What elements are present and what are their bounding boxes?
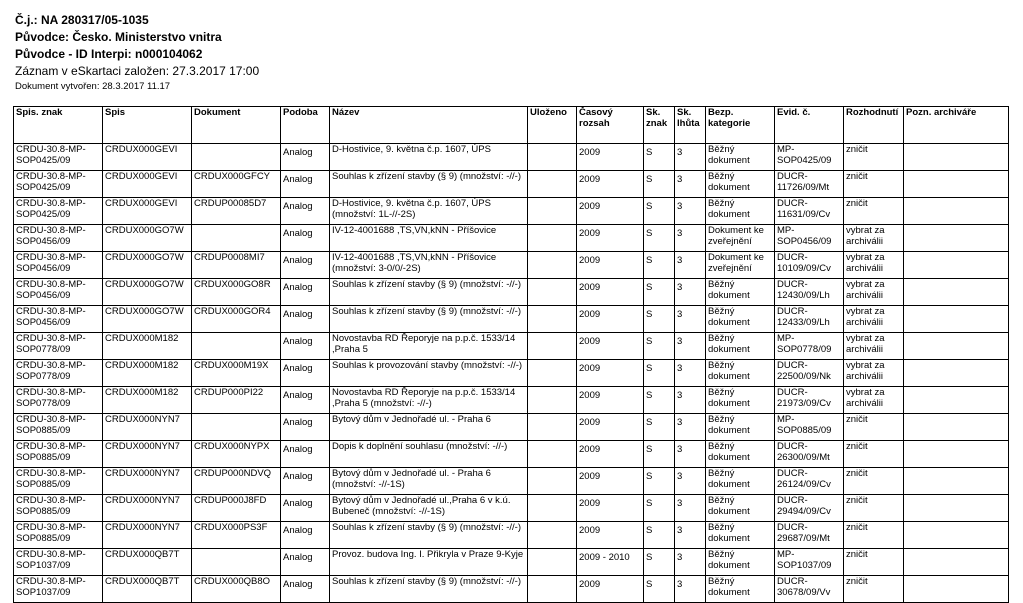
table-cell: CRDUX000GO8R — [192, 279, 281, 306]
table-cell: Souhlas k provozování stavby (množství: -//-) — [330, 360, 528, 387]
column-header: Rozhodnutí — [844, 107, 904, 144]
table-cell: 3 — [675, 468, 706, 495]
document-created: Dokument vytvořen: 28.3.2017 11.17 — [15, 81, 171, 92]
table-cell: CRDU-30.8-MP-SOP1037/09 — [14, 549, 103, 576]
table-cell: S — [644, 306, 675, 333]
table-cell — [528, 549, 577, 576]
table-cell: CRDUX000M19X — [192, 360, 281, 387]
table-cell — [904, 522, 1009, 549]
table-cell: vybrat za archiválii — [844, 225, 904, 252]
table-cell: CRDUX000M182 — [103, 360, 192, 387]
table-cell: IV-12-4001688 ,TS,VN,kNN - Příšovice (množství: 3-0/0/-2S) — [330, 252, 528, 279]
table-cell: 3 — [675, 549, 706, 576]
table-cell: Analog — [281, 198, 330, 225]
table-cell: vybrat za archiválii — [844, 252, 904, 279]
table-cell: Bytový dům v Jednořadé ul.,Praha 6 v k.ú. Bubeneč (množství: -//-1S) — [330, 495, 528, 522]
table-row — [14, 225, 1009, 252]
table-cell — [528, 576, 577, 603]
column-header: Sk. znak — [644, 107, 675, 144]
table-cell: CRDU-30.8-MP-SOP0778/09 — [14, 360, 103, 387]
table-cell: CRDUX000NYN7 — [103, 522, 192, 549]
table-cell: zničit — [844, 198, 904, 225]
table-cell: Běžný dokument — [706, 549, 775, 576]
table-cell: DUCR-10109/09/Cv — [775, 252, 844, 279]
table-cell: Běžný dokument — [706, 522, 775, 549]
table-cell: Souhlas k zřízení stavby (§ 9) (množství: -//-) — [330, 576, 528, 603]
table-cell: CRDU-30.8-MP-SOP0425/09 — [14, 198, 103, 225]
table-cell — [904, 495, 1009, 522]
table-cell: DUCR-22500/09/Nk — [775, 360, 844, 387]
table-header-row — [14, 107, 1009, 144]
table-body — [14, 144, 1009, 603]
table-cell: 2009 — [577, 387, 644, 414]
table-cell — [904, 549, 1009, 576]
column-header: Pozn. archiváře — [904, 107, 1009, 144]
table-cell: 2009 — [577, 144, 644, 171]
table-row — [14, 360, 1009, 387]
table-cell — [528, 171, 577, 198]
table-cell: S — [644, 441, 675, 468]
table-cell — [192, 549, 281, 576]
table-cell: CRDU-30.8-MP-SOP0885/09 — [14, 495, 103, 522]
table-cell: Analog — [281, 387, 330, 414]
table-cell: 2009 — [577, 360, 644, 387]
originator: Původce: Česko. Ministerstvo vnitra — [15, 30, 222, 44]
table-cell: CRDUP000PI22 — [192, 387, 281, 414]
table-cell — [528, 468, 577, 495]
table-cell: Analog — [281, 441, 330, 468]
table-cell: 3 — [675, 198, 706, 225]
table-cell — [904, 468, 1009, 495]
table-cell: zničit — [844, 576, 904, 603]
table-cell: DUCR-29494/09/Cv — [775, 495, 844, 522]
table-cell: Běžný dokument — [706, 279, 775, 306]
table-cell: MP-SOP1037/09 — [775, 549, 844, 576]
table-cell: S — [644, 414, 675, 441]
table-cell: CRDUX000NYN7 — [103, 495, 192, 522]
table-cell: 3 — [675, 333, 706, 360]
table-cell — [528, 441, 577, 468]
table-cell: 3 — [675, 171, 706, 198]
table-cell: Běžný dokument — [706, 387, 775, 414]
records-table — [13, 106, 1009, 603]
table-cell: Dokument ke zveřejnění — [706, 252, 775, 279]
table-row — [14, 279, 1009, 306]
table-cell: CRDUP0008MI7 — [192, 252, 281, 279]
table-cell: CRDU-30.8-MP-SOP0456/09 — [14, 279, 103, 306]
table-cell — [904, 414, 1009, 441]
table-cell: CRDUX000M182 — [103, 387, 192, 414]
table-cell: 2009 - 2010 — [577, 549, 644, 576]
table-cell: CRDUP000NDVQ — [192, 468, 281, 495]
table-cell: 2009 — [577, 414, 644, 441]
table-cell: vybrat za archiválii — [844, 333, 904, 360]
table-cell: DUCR-12430/09/Lh — [775, 279, 844, 306]
table-cell: CRDU-30.8-MP-SOP0885/09 — [14, 414, 103, 441]
table-cell: Analog — [281, 522, 330, 549]
table-cell: S — [644, 198, 675, 225]
table-cell: MP-SOP0778/09 — [775, 333, 844, 360]
table-cell: CRDU-30.8-MP-SOP0778/09 — [14, 387, 103, 414]
table-cell: zničit — [844, 495, 904, 522]
table-cell: 2009 — [577, 252, 644, 279]
table-cell: S — [644, 279, 675, 306]
table-cell: CRDUX000NYN7 — [103, 414, 192, 441]
table-cell — [528, 198, 577, 225]
table-cell: DUCR-21973/09/Cv — [775, 387, 844, 414]
table-cell: Analog — [281, 333, 330, 360]
table-cell: S — [644, 252, 675, 279]
table-cell: Analog — [281, 279, 330, 306]
table-cell — [904, 198, 1009, 225]
table-row — [14, 252, 1009, 279]
table-cell: S — [644, 576, 675, 603]
table-cell — [528, 225, 577, 252]
table-cell: S — [644, 360, 675, 387]
table-cell — [904, 252, 1009, 279]
table-cell: MP-SOP0885/09 — [775, 414, 844, 441]
table-cell: CRDUX000NYN7 — [103, 441, 192, 468]
table-cell — [192, 225, 281, 252]
table-cell: Běžný dokument — [706, 576, 775, 603]
column-header: Spis — [103, 107, 192, 144]
table-cell: 2009 — [577, 441, 644, 468]
table-cell: Běžný dokument — [706, 495, 775, 522]
table-cell: 2009 — [577, 198, 644, 225]
table-row — [14, 522, 1009, 549]
table-cell: S — [644, 171, 675, 198]
table-cell: CRDUX000GEVI — [103, 144, 192, 171]
table-cell: D-Hostivice, 9. května č.p. 1607, ÚPS — [330, 144, 528, 171]
table-cell: Analog — [281, 414, 330, 441]
table-cell: zničit — [844, 468, 904, 495]
column-header: Evid. č. — [775, 107, 844, 144]
table-cell: 3 — [675, 225, 706, 252]
table-cell: DUCR-29687/09/Mt — [775, 522, 844, 549]
table-cell: 2009 — [577, 306, 644, 333]
table-cell: DUCR-11631/09/Cv — [775, 198, 844, 225]
table-row — [14, 549, 1009, 576]
table-cell: CRDUX000M182 — [103, 333, 192, 360]
table-cell: CRDU-30.8-MP-SOP0456/09 — [14, 306, 103, 333]
table-cell — [528, 360, 577, 387]
column-header: Sk. lhůta — [675, 107, 706, 144]
table-cell: Bytový dům v Jednořadé ul. - Praha 6 — [330, 414, 528, 441]
table-cell: zničit — [844, 522, 904, 549]
table-row — [14, 441, 1009, 468]
table-cell — [904, 333, 1009, 360]
table-cell: S — [644, 333, 675, 360]
table-cell: Běžný dokument — [706, 198, 775, 225]
table-cell: DUCR-26300/09/Mt — [775, 441, 844, 468]
table-cell: Novostavba RD Řeporyje na p.p.č. 1533/14 ,Praha 5 — [330, 333, 528, 360]
table-cell: S — [644, 387, 675, 414]
table-cell: CRDUX000PS3F — [192, 522, 281, 549]
table-cell: Analog — [281, 576, 330, 603]
table-cell: 2009 — [577, 171, 644, 198]
table-cell: CRDUX000GO7W — [103, 306, 192, 333]
table-cell: CRDU-30.8-MP-SOP0885/09 — [14, 468, 103, 495]
table-cell: Běžný dokument — [706, 144, 775, 171]
table-cell: 2009 — [577, 279, 644, 306]
table-cell: Běžný dokument — [706, 360, 775, 387]
table-row — [14, 468, 1009, 495]
table-row — [14, 171, 1009, 198]
table-cell: 2009 — [577, 468, 644, 495]
table-cell: 3 — [675, 441, 706, 468]
table-cell — [904, 441, 1009, 468]
table-cell: Dopis k doplnění souhlasu (množství: -//-) — [330, 441, 528, 468]
table-cell: CRDU-30.8-MP-SOP0885/09 — [14, 522, 103, 549]
column-header: Bezp. kategorie — [706, 107, 775, 144]
table-cell: DUCR-26124/09/Cv — [775, 468, 844, 495]
table-cell: CRDU-30.8-MP-SOP0885/09 — [14, 441, 103, 468]
table-cell — [528, 306, 577, 333]
table-cell: Souhlas k zřízení stavby (§ 9) (množství: -//-) — [330, 306, 528, 333]
table-cell: CRDU-30.8-MP-SOP0425/09 — [14, 144, 103, 171]
table-cell — [528, 144, 577, 171]
table-cell: Bytový dům v Jednořadé ul. - Praha 6 (množství: -//-1S) — [330, 468, 528, 495]
table-cell: 2009 — [577, 333, 644, 360]
table-cell: 3 — [675, 387, 706, 414]
table-cell: Analog — [281, 549, 330, 576]
originator-id: Původce - ID Interpi: n000104062 — [15, 47, 203, 61]
table-cell: S — [644, 225, 675, 252]
table-cell — [528, 414, 577, 441]
table-cell — [528, 495, 577, 522]
table-cell: CRDU-30.8-MP-SOP0456/09 — [14, 252, 103, 279]
table-cell — [192, 144, 281, 171]
table-cell: Analog — [281, 171, 330, 198]
table-cell: CRDU-30.8-MP-SOP0456/09 — [14, 225, 103, 252]
table-cell: S — [644, 549, 675, 576]
table-cell: S — [644, 144, 675, 171]
table-cell: Provoz. budova Ing. I. Přikryla v Praze 9-Kyje — [330, 549, 528, 576]
table-cell: 3 — [675, 279, 706, 306]
table-row — [14, 306, 1009, 333]
table-cell: MP-SOP0456/09 — [775, 225, 844, 252]
table-cell: Běžný dokument — [706, 441, 775, 468]
table-cell: Souhlas k zřízení stavby (§ 9) (množství: -//-) — [330, 279, 528, 306]
table-cell: 3 — [675, 495, 706, 522]
table-cell: DUCR-11726/09/Mt — [775, 171, 844, 198]
table-cell: zničit — [844, 549, 904, 576]
table-cell: Běžný dokument — [706, 171, 775, 198]
table-cell — [904, 171, 1009, 198]
table-cell: 3 — [675, 576, 706, 603]
table-cell — [192, 414, 281, 441]
table-cell: zničit — [844, 414, 904, 441]
table-cell: 3 — [675, 306, 706, 333]
table-cell: vybrat za archiválii — [844, 387, 904, 414]
table-cell: Novostavba RD Řeporyje na p.p.č. 1533/14 ,Praha 5 (množství: -//-) — [330, 387, 528, 414]
table-cell: Běžný dokument — [706, 333, 775, 360]
table-cell — [904, 279, 1009, 306]
table-row — [14, 387, 1009, 414]
record-created: Záznam v eSkartaci založen: 27.3.2017 17:00 — [15, 64, 260, 78]
table-cell — [528, 333, 577, 360]
document-header — [15, 12, 1005, 94]
table-cell: CRDUX000NYPX — [192, 441, 281, 468]
table-cell: Dokument ke zveřejnění — [706, 225, 775, 252]
table-row — [14, 576, 1009, 603]
table-cell: Analog — [281, 252, 330, 279]
table-cell: 3 — [675, 144, 706, 171]
column-header: Časový rozsah — [577, 107, 644, 144]
column-header: Dokument — [192, 107, 281, 144]
table-cell: CRDUX000QB7T — [103, 576, 192, 603]
table-cell — [904, 306, 1009, 333]
table-cell: 2009 — [577, 225, 644, 252]
table-cell: CRDUX000GEVI — [103, 198, 192, 225]
table-cell — [192, 333, 281, 360]
table-cell: Analog — [281, 495, 330, 522]
table-cell: MP-SOP0425/09 — [775, 144, 844, 171]
table-cell: DUCR-30678/09/Vv — [775, 576, 844, 603]
table-cell: vybrat za archiválii — [844, 360, 904, 387]
table-cell: Analog — [281, 306, 330, 333]
table-cell: CRDUX000GEVI — [103, 171, 192, 198]
table-cell: 3 — [675, 360, 706, 387]
table-cell: 3 — [675, 522, 706, 549]
table-cell: CRDUP000J8FD — [192, 495, 281, 522]
table-cell — [904, 360, 1009, 387]
table-cell: Souhlas k zřízení stavby (§ 9) (množství: -//-) — [330, 522, 528, 549]
table-cell: S — [644, 522, 675, 549]
column-header: Podoba — [281, 107, 330, 144]
table-cell: CRDUX000QB8O — [192, 576, 281, 603]
table-cell: Analog — [281, 468, 330, 495]
table-cell: 3 — [675, 252, 706, 279]
table-row — [14, 144, 1009, 171]
column-header: Název — [330, 107, 528, 144]
table-cell: Analog — [281, 225, 330, 252]
table-cell — [528, 522, 577, 549]
table-cell — [528, 252, 577, 279]
table-cell: CRDUX000GO7W — [103, 252, 192, 279]
table-cell: Běžný dokument — [706, 306, 775, 333]
table-cell: Souhlas k zřízení stavby (§ 9) (množství: -//-) — [330, 171, 528, 198]
table-cell: CRDUP00085D7 — [192, 198, 281, 225]
table-cell: CRDUX000GOR4 — [192, 306, 281, 333]
table-cell — [528, 387, 577, 414]
table-cell: Analog — [281, 144, 330, 171]
table-cell — [904, 144, 1009, 171]
table-row — [14, 333, 1009, 360]
table-cell: 3 — [675, 414, 706, 441]
table-cell: Analog — [281, 360, 330, 387]
table-row — [14, 414, 1009, 441]
table-cell: Běžný dokument — [706, 414, 775, 441]
table-cell: vybrat za archiválii — [844, 306, 904, 333]
table-cell: vybrat za archiválii — [844, 279, 904, 306]
table-cell — [904, 387, 1009, 414]
table-cell: CRDUX000GO7W — [103, 225, 192, 252]
table-cell: Běžný dokument — [706, 468, 775, 495]
table-cell: D-Hostivice, 9. května č.p. 1607, ÚPS (množství: 1L-//-2S) — [330, 198, 528, 225]
table-cell: 2009 — [577, 495, 644, 522]
column-header: Spis. znak — [14, 107, 103, 144]
table-cell: 2009 — [577, 576, 644, 603]
table-cell: zničit — [844, 144, 904, 171]
table-cell: CRDU-30.8-MP-SOP1037/09 — [14, 576, 103, 603]
reference-number: Č.j.: NA 280317/05-1035 — [15, 13, 149, 27]
table-cell — [904, 225, 1009, 252]
table-cell: CRDU-30.8-MP-SOP0425/09 — [14, 171, 103, 198]
table-row — [14, 198, 1009, 225]
table-cell: CRDUX000GO7W — [103, 279, 192, 306]
table-cell: 2009 — [577, 522, 644, 549]
table-cell: S — [644, 468, 675, 495]
table-cell — [528, 279, 577, 306]
table-cell: CRDU-30.8-MP-SOP0778/09 — [14, 333, 103, 360]
table-cell: IV-12-4001688 ,TS,VN,kNN - Příšovice — [330, 225, 528, 252]
table-row — [14, 495, 1009, 522]
table-cell: zničit — [844, 441, 904, 468]
table-cell — [904, 576, 1009, 603]
table-cell: DUCR-12433/09/Lh — [775, 306, 844, 333]
table-cell: S — [644, 495, 675, 522]
table-cell: CRDUX000GFCY — [192, 171, 281, 198]
table-cell: zničit — [844, 171, 904, 198]
table-cell: CRDUX000NYN7 — [103, 468, 192, 495]
table-cell: CRDUX000QB7T — [103, 549, 192, 576]
column-header: Uloženo — [528, 107, 577, 144]
